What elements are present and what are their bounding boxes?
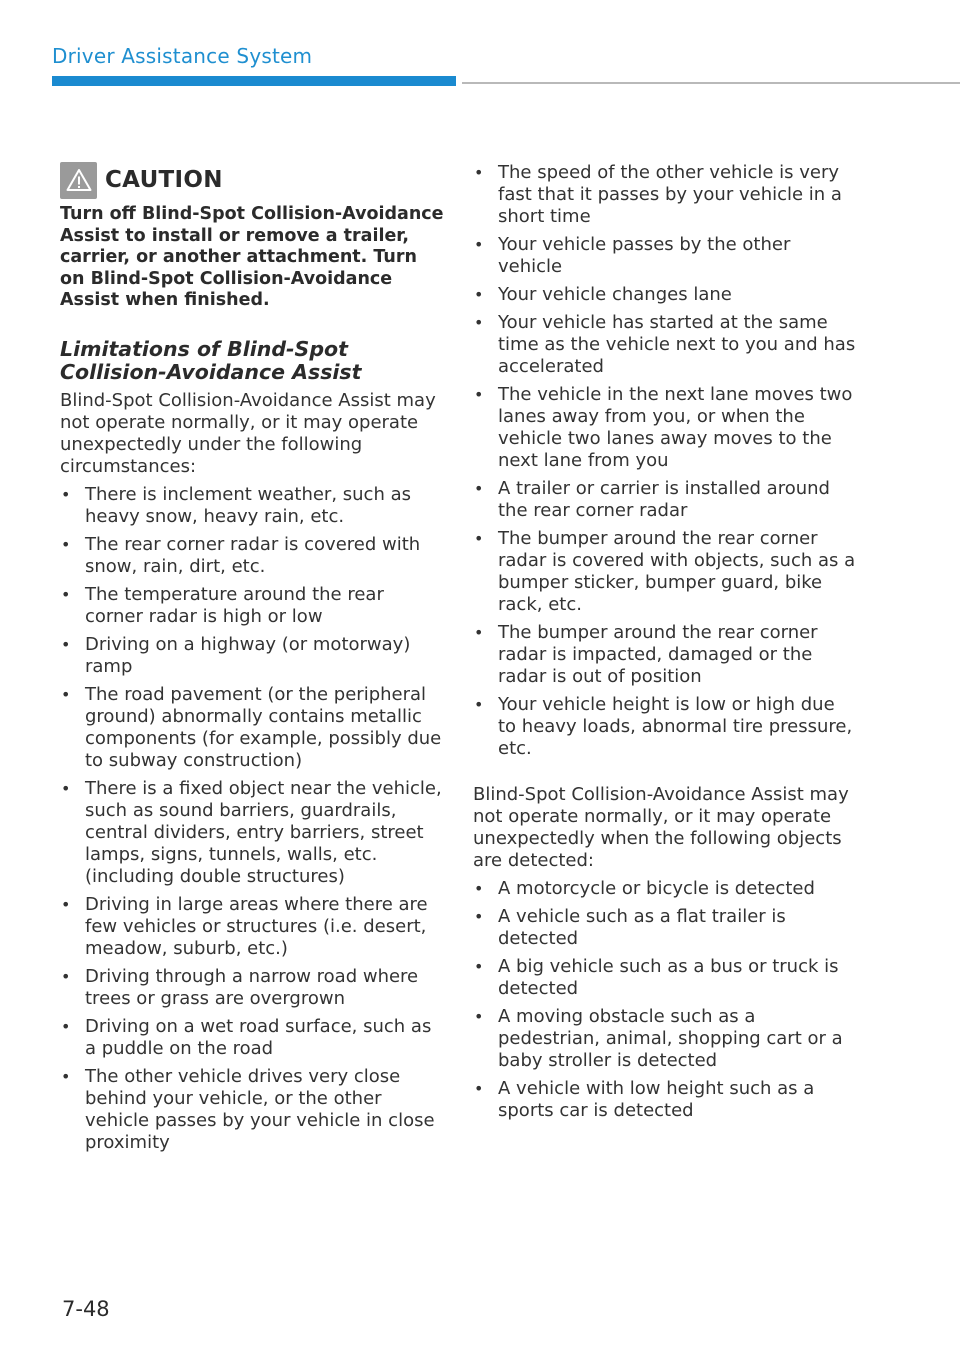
objects-list: [473, 878, 858, 1122]
warning-triangle-icon: [60, 162, 97, 199]
list-item: • There is a fixed object near the vehicle, such as sound barriers, guardrails, central dividers, entry barriers, street lamps, signs, tunnels, walls, etc. (including double structures): [60, 778, 445, 888]
list-item: • A trailer or carrier is installed around the rear corner radar: [473, 478, 858, 522]
header-accent-bar: [52, 76, 456, 86]
list-item: • The speed of the other vehicle is very fast that it passes by your vehicle in a short time: [473, 162, 858, 228]
list-item: • The bumper around the rear corner radar is impacted, damaged or the radar is out of position: [473, 622, 858, 688]
limitations-list-left: [60, 484, 445, 1154]
page-number: 7-48: [62, 1297, 110, 1321]
limitations-list-right: [473, 162, 858, 760]
list-item: • The rear corner radar is covered with snow, rain, dirt, etc.: [60, 534, 445, 578]
list-item: • Driving through a narrow road where trees or grass are overgrown: [60, 966, 445, 1010]
right-column: [473, 162, 858, 1128]
limitations-heading: Limitations of Blind-Spot Collision-Avoidance Assist: [60, 336, 362, 384]
caution-text: Turn off Blind-Spot Collision-Avoidance Assist to install or remove a trailer, carrier, or another attachment. Turn on Blind-Spot Collision-Avoidance Assist when finished.: [60, 204, 444, 310]
objects-intro: Blind-Spot Collision-Avoidance Assist may not operate normally, or it may operate unexpectedly when the following objects are detected:: [473, 784, 849, 871]
list-item: • There is inclement weather, such as heavy snow, heavy rain, etc.: [60, 484, 445, 528]
list-item: • Your vehicle height is low or high due to heavy loads, abnormal tire pressure, etc.: [473, 694, 858, 760]
list-item: • A vehicle with low height such as a sports car is detected: [473, 1078, 858, 1122]
list-item: • A moving obstacle such as a pedestrian, animal, shopping cart or a baby stroller is detected: [473, 1006, 858, 1072]
list-item: • Driving in large areas where there are few vehicles or structures (i.e. desert, meadow, suburb, etc.): [60, 894, 445, 960]
caution-header: [60, 160, 445, 200]
list-item: • Your vehicle has started at the same time as the vehicle next to you and has accelerated: [473, 312, 858, 378]
limitations-intro: Blind-Spot Collision-Avoidance Assist may not operate normally, or it may operate unexpectedly under the following circumstances:: [60, 389, 436, 477]
list-item: • The temperature around the rear corner radar is high or low: [60, 584, 445, 628]
list-item: • Driving on a wet road surface, such as a puddle on the road: [60, 1016, 445, 1060]
list-item: • Driving on a highway (or motorway) ramp: [60, 634, 445, 678]
list-item: • The road pavement (or the peripheral ground) abnormally contains metallic components (for example, possibly due to subway construction): [60, 684, 445, 772]
list-item: • Your vehicle passes by the other vehicle: [473, 234, 858, 278]
header-divider-line: [462, 82, 960, 84]
list-item: • Your vehicle changes lane: [473, 284, 858, 306]
list-item: • A vehicle such as a flat trailer is detected: [473, 906, 858, 950]
list-item: • The other vehicle drives very close behind your vehicle, or the other vehicle passes by your vehicle in close proximity: [60, 1066, 445, 1154]
section-header-title: Driver Assistance System: [52, 44, 313, 68]
list-item: • A big vehicle such as a bus or truck is detected: [473, 956, 858, 1000]
list-item: • A motorcycle or bicycle is detected: [473, 878, 858, 900]
caution-title: CAUTION: [105, 167, 223, 193]
list-item: • The bumper around the rear corner radar is covered with objects, such as a bumper sticker, bumper guard, bike rack, etc.: [473, 528, 858, 616]
list-item: • The vehicle in the next lane moves two lanes away from you, or when the vehicle two lanes away moves to the next lane from you: [473, 384, 858, 472]
left-column: [60, 160, 445, 1160]
